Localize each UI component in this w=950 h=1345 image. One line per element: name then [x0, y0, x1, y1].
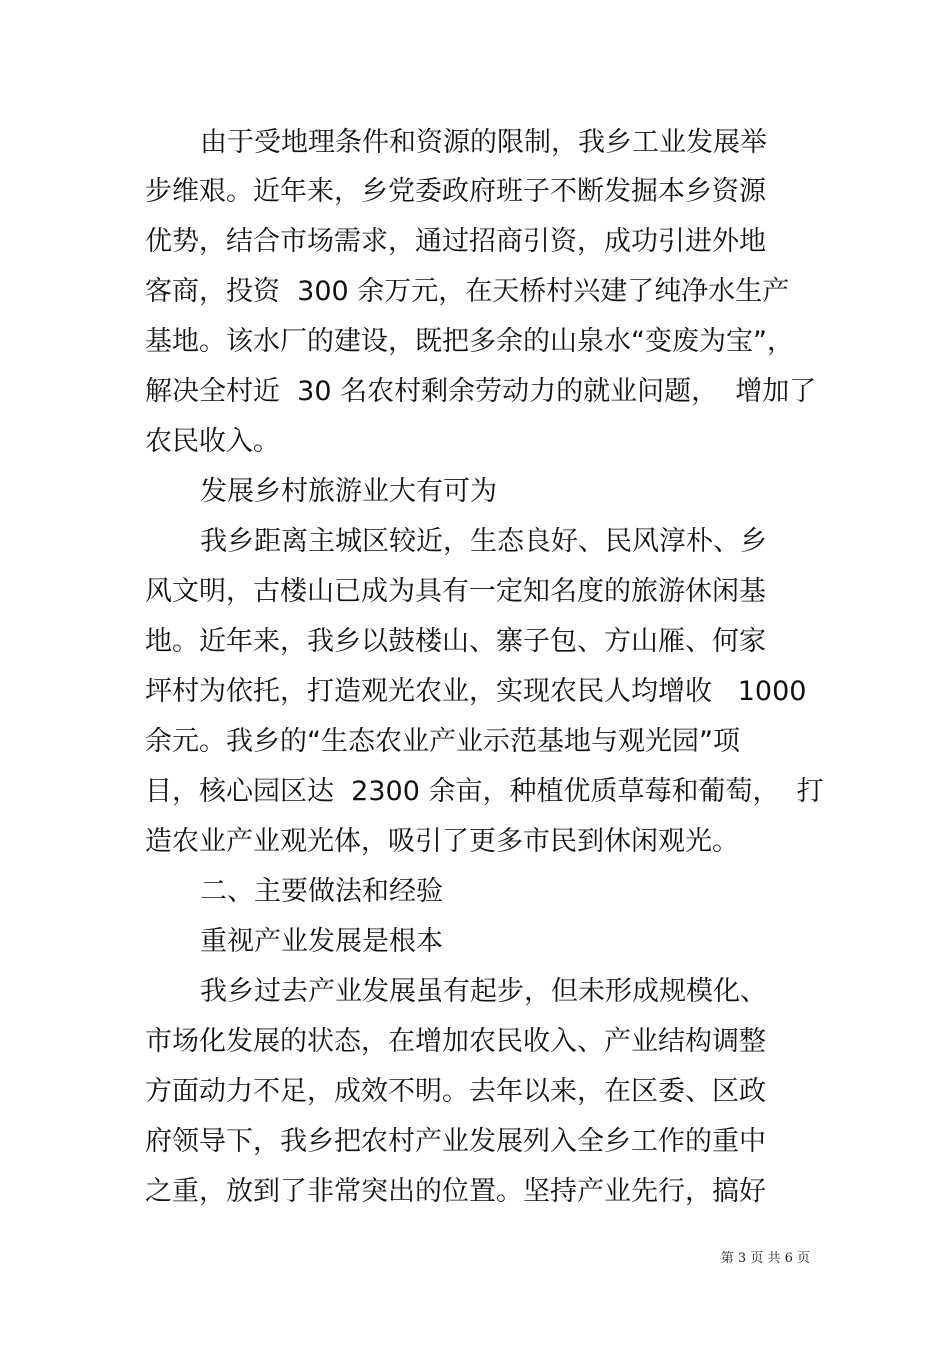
text-line-11: 地。近年来，我乡以鼓楼山、寨子包、方山雁、何家 — [145, 626, 766, 657]
section-heading-tourism: 发展乡村旅游业大有可为 — [200, 476, 497, 507]
text-line-20: 方面动力不足，成效不明。去年以来，在区委、区政 — [145, 1076, 766, 1107]
text-line-15: 造农业产业观光体，吸引了更多市民到休闲观光。 — [145, 826, 739, 857]
text-line-22: 之重，放到了非常突出的位置。坚持产业先行，搞好 — [145, 1176, 766, 1207]
text-line-9: 我乡距离主城区较近，生态良好、民风淳朴、乡 — [200, 526, 767, 557]
text-line-3: 优势，结合市场需求，通过招商引资，成功引进外地 — [145, 226, 766, 257]
section-heading-industry: 重视产业发展是根本 — [200, 926, 443, 957]
text-line-12: 坪村为依托，打造观光农业，实现农民人均增收 1000 — [145, 676, 807, 707]
text-line-13: 余元。我乡的“生态农业产业示范基地与观光园”项 — [145, 726, 740, 757]
text-line-5: 基地。该水厂的建设，既把多余的山泉水“变废为宝”， — [145, 326, 794, 357]
text-line-21: 府领导下，我乡把农村产业发展列入全乡工作的重中 — [145, 1126, 766, 1157]
text-line-10: 风文明，古楼山已成为具有一定知名度的旅游休闲基 — [145, 576, 766, 607]
text-line-6: 解决全村近 30 名农村剩余劳动力的就业问题， 增加了 — [145, 376, 817, 407]
text-line-7: 农民收入。 — [145, 426, 280, 457]
text-line-19: 市场化发展的状态，在增加农民收入、产业结构调整 — [145, 1026, 766, 1057]
text-line-18: 我乡过去产业发展虽有起步，但未形成规模化、 — [200, 976, 767, 1007]
section-heading-methods: 二、主要做法和经验 — [200, 876, 443, 907]
text-line-14: 目，核心园区达 2300 余亩，种植优质草莓和葡萄， 打 — [145, 776, 824, 807]
page-number-footer: 第 3 页 共 6 页 — [720, 1251, 810, 1266]
text-line-4: 客商，投资 300 余万元，在天桥村兴建了纯净水生产 — [145, 276, 790, 307]
text-line-2: 步维艰。近年来，乡党委政府班子不断发掘本乡资源 — [145, 176, 766, 207]
text-line-1: 由于受地理条件和资源的限制，我乡工业发展举 — [200, 127, 767, 158]
